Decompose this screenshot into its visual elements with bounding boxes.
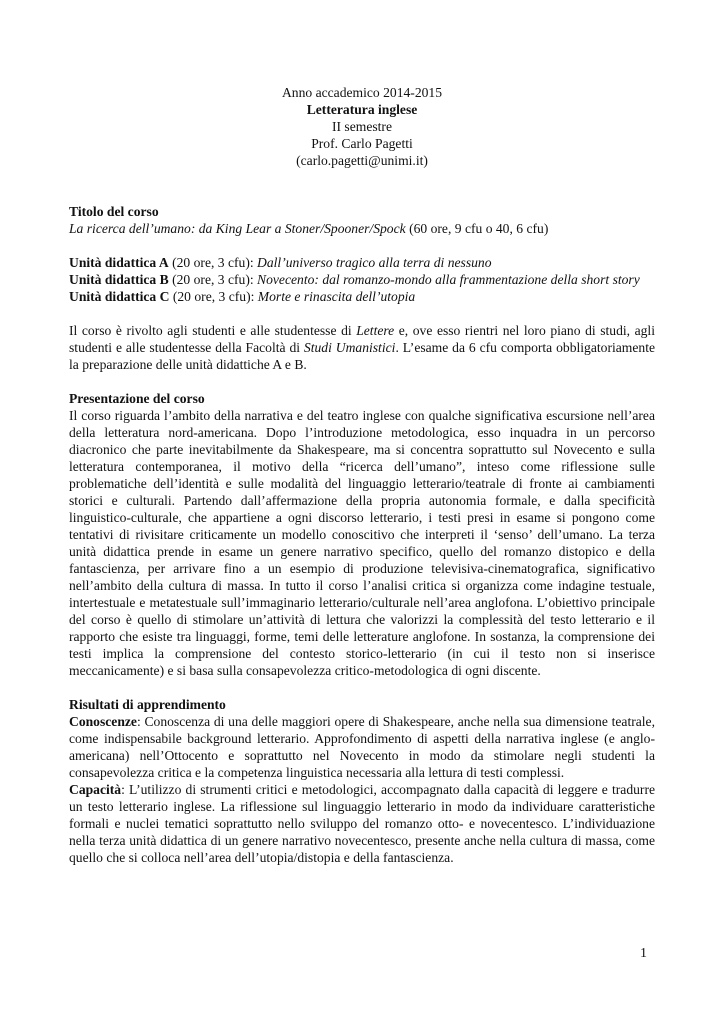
academic-year: Anno accademico 2014-2015 xyxy=(281,85,443,100)
document-page xyxy=(69,84,655,866)
unit-c xyxy=(69,288,655,305)
unit-a xyxy=(69,254,655,271)
semester: II semestre xyxy=(331,119,392,134)
course-title-heading: Titolo del corso xyxy=(69,204,159,219)
unit-b-hours: (20 ore, 3 cfu): xyxy=(168,272,258,287)
professor-email: (carlo.pagetti@unimi.it) xyxy=(296,153,428,168)
skills-paragraph xyxy=(69,781,655,866)
skills-text: : L’utilizzo di strumenti critici e metodologici, accompagnato dalla capacità di leggere e tradurre un testo letterario inglese. La riflessione sul linguaggio letterario in modo da individuare caratteristiche formali e nuclei tematici soprattutto nello sviluppo del romanzo otto- e novecentesco. L’individuazione nella terza unità didattica di un genere narrativo novecentesco, presente anche nella cultura di massa, come quello che si colloca nell’area dell’utopia/distopia e della fantascienza. xyxy=(69,782,655,865)
audience-studi: Studi Umanistici xyxy=(303,340,396,355)
course-title-italic: La ricerca dell’umano: da King Lear a Stoner/Spooner/Spock xyxy=(69,221,406,236)
skills-label: Capacità xyxy=(69,782,122,797)
unit-b xyxy=(69,271,655,288)
document-header xyxy=(69,84,655,169)
unit-a-label: Unità didattica A xyxy=(69,255,169,270)
unit-a-hours: (20 ore, 3 cfu): xyxy=(168,255,258,270)
professor-name: Prof. Carlo Pagetti xyxy=(311,136,413,151)
course-title-credits: (60 ore, 9 cfu o 40, 6 cfu) xyxy=(405,221,549,236)
unit-b-title: Novecento: dal romanzo-mondo alla frammentazione della short story xyxy=(257,272,640,287)
unit-c-title: Morte e rinascita dell’utopia xyxy=(257,289,416,304)
knowledge-paragraph xyxy=(69,713,655,781)
unit-c-label: Unità didattica C xyxy=(69,289,170,304)
audience-text-3: . L’esame da 6 cfu comporta obbligatoriamente la preparazione delle unità didattiche A e B. xyxy=(69,340,655,372)
presentation-text: Il corso riguarda l’ambito della narrativa e del teatro inglese con qualche significativa escursione nell’area della letteratura nord-americana. Dopo l’introduzione metodologica, esso inquadra in un percorso diacronico che parte inevitabilmente da Shakespeare, ma si concentra soprattutto sul Novecento e sulla letteratura contemporanea, il motivo della “ricerca dell’umano”, inteso come riflessione sulle problematiche dell’identità e sulle modalità del linguaggio letterario/teatrale di fronte ai cambiamenti storici e culturali. Partendo dall’affermazione della propria autonomia formale, e dalla specificità linguistico-culturale, che appartiene a ogni discorso letterario, i testi presi in esame si pongono come tentativi di rivisitare criticamente un modello conoscitivo che interpreti il ‘senso’ dell’umano. La terza unità didattica prende in esame un genere narrativo specifico, quello del romanzo distopico e della fantascienza, per arrivare fino a un esempio di produzione televisiva-cinematografica, significativo nell’ambito della cultura di massa. In tutto il corso l’analisi critica si organizza come indagine testuale, intertestuale e metatestuale sull’immaginario letterario/culturale nell’area anglofona. L’obiettivo principale del corso è quello di stimolare un’attività di lettura che valorizzi la complessità del testo letterario e il rapporto che esiste tra linguaggi, forme, temi delle letterature anglofone. In sostanza, la comprensione dei testi implica la comprensione del contesto storico-letterario (in cui il testo non si inserisce meccanicamente) e si basa sulla consapevolezza critico-metodologica di ogni discente. xyxy=(69,408,655,678)
knowledge-text: : Conoscenza di una delle maggiori opere di Shakespeare, anche nella sua dimensione teatrale, come indispensabile background letterario. Approfondimento di aspetti della narrativa inglese (e anglo-americana) nell’Ottocento e soprattutto nel Novecento in modo da stimolare negli studenti la consapevolezza critica e la competenza linguistica necessaria alla lettura di testi complessi. xyxy=(69,714,655,780)
results-heading: Risultati di apprendimento xyxy=(69,697,226,712)
course-title xyxy=(69,220,655,237)
audience-text-2: e, ove esso rientri nel loro piano di studi, agli studenti e alle studentesse della Facoltà di xyxy=(69,323,655,355)
audience-lettere: Lettere xyxy=(356,323,395,338)
page-number: 1 xyxy=(640,946,647,961)
audience-paragraph xyxy=(69,322,655,373)
unit-b-label: Unità didattica B xyxy=(69,272,169,287)
knowledge-label: Conoscenze xyxy=(69,714,137,729)
unit-c-hours: (20 ore, 3 cfu): xyxy=(169,289,258,304)
course-name: Letteratura inglese xyxy=(306,102,418,117)
presentation-heading: Presentazione del corso xyxy=(69,391,205,406)
audience-text-1: Il corso è rivolto agli studenti e alle studentesse di xyxy=(69,323,357,338)
unit-a-title: Dall’universo tragico alla terra di nessuno xyxy=(257,255,492,270)
